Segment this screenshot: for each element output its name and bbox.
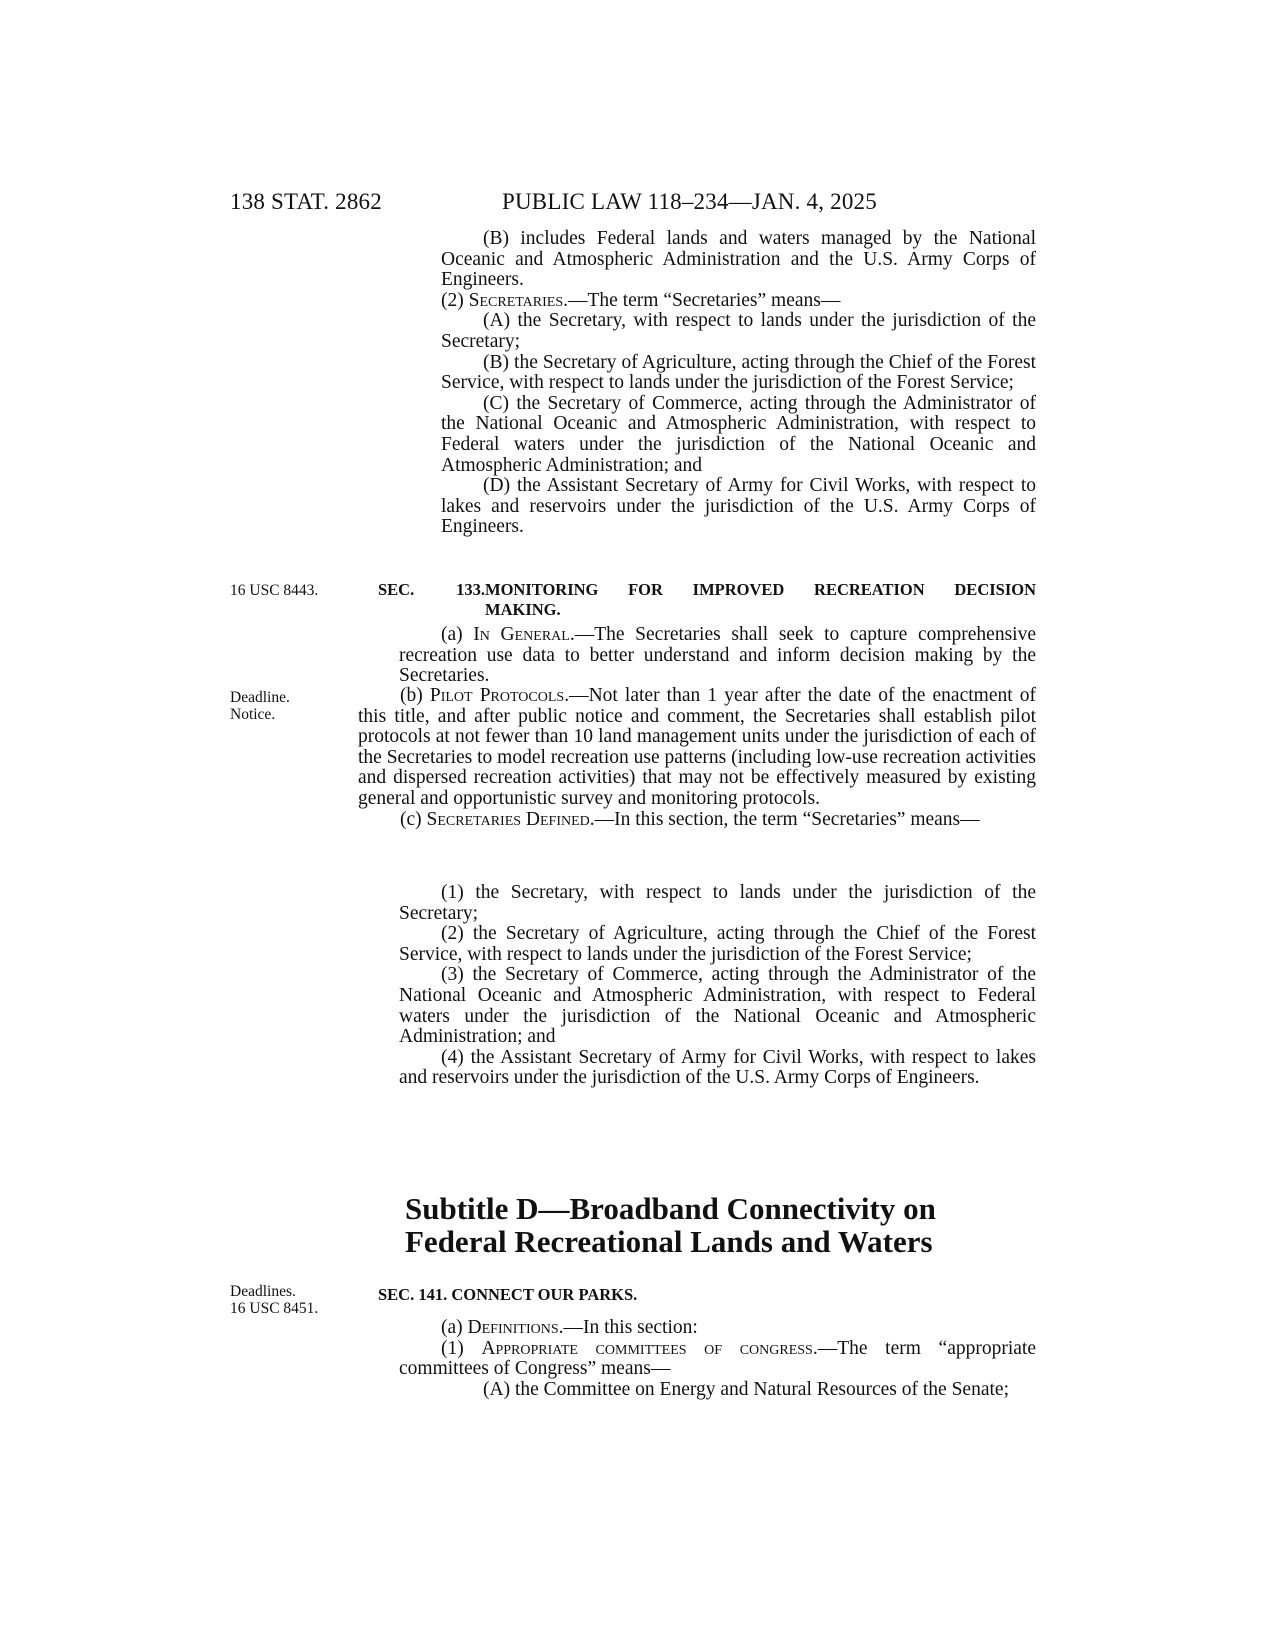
margin-note-deadlines-16-usc-8451: Deadlines. 16 USC 8451. [230, 1283, 319, 1317]
subtitle-d-heading [405, 1192, 1045, 1258]
paragraph-2c: (C) the Secretary of Commerce, acting through the Administrator of the National Oceanic and Atmospheric Administration, with respect to Federal waters under the jurisdiction of the National Oceanic and Atmospheric Administration; and [441, 392, 1036, 476]
section-133-number: SEC. 133. [378, 580, 485, 599]
margin-note-16-usc-8443: 16 USC 8443. [230, 582, 319, 599]
section-133-title-line2: MAKING. [485, 600, 561, 619]
section-133-b: (b) Pilot Protocols.—Not later than 1 year after the date of the enactment of this title, and after public notice and comment, the Secretaries shall establish pilot protocols at not fewer than 10 land management units under the jurisdiction of each of the Secretaries to model recreation use patterns (including low-use recreation activities and dispersed recreation activities) that may not be effectively measured by existing general and opportunistic survey and monitoring protocols. [358, 685, 1036, 809]
section-133-c1: (1) the Secretary, with respect to lands under the jurisdiction of the Secretary; [399, 882, 1036, 924]
section-141-a: (a) Definitions.—In this section: [441, 1317, 698, 1338]
subtitle-d-line1: Subtitle D—Broadband Connectivity on [405, 1191, 936, 1226]
paragraph-2a: (A) the Secretary, with respect to lands under the jurisdiction of the Secretary; [441, 310, 1036, 352]
paragraph-2b: (B) the Secretary of Agriculture, acting through the Chief of the Forest Service, with respect to lands under the jurisdiction of the Forest Service; [441, 351, 1036, 394]
section-133-c-list [399, 883, 1036, 1089]
section-133-heading [378, 580, 1036, 620]
section-133-b-c-block [358, 686, 1036, 830]
paragraph-1b-continuation: (B) includes Federal lands and waters managed by the National Oceanic and Atmospheric Administration and the U.S. Army Corps of Engineers. [441, 228, 1036, 291]
section-133-title-line1: MONITORING FOR IMPROVED RECREATION DECISION [485, 580, 1036, 599]
section-141-heading: SEC. 141. CONNECT OUR PARKS. [378, 1285, 638, 1304]
subtitle-d-line2: Federal Recreational Lands and Waters [405, 1224, 933, 1259]
section-133-c2: (2) the Secretary of Agriculture, acting through the Chief of the Forest Service, with respect to lands under the jurisdiction of the Forest Service; [399, 923, 1036, 965]
section-141-a1: (1) Appropriate committees of congress.—The term “appropriate committees of Congress” means— [399, 1337, 1036, 1380]
section-133-a: (a) In General.—The Secretaries shall seek to capture comprehensive recreation use data to better understand and inform decision making by the Secretaries. [399, 624, 1036, 687]
top-continuation-block [441, 229, 1036, 538]
section-141-a1a: (A) the Committee on Energy and Natural Resources of the Senate; [483, 1379, 1009, 1400]
page-running-title: PUBLIC LAW 118–234—JAN. 4, 2025 [502, 189, 877, 214]
term-secretaries: Secretaries [468, 289, 564, 311]
page-stat-citation: 138 STAT. 2862 [230, 189, 382, 214]
paragraph-2d: (D) the Assistant Secretary of Army for Civil Works, with respect to lakes and reservoirs under the jurisdiction of the U.S. Army Corps of Engineers. [441, 475, 1036, 538]
section-141-a-block [399, 1318, 1036, 1380]
section-133-c4: (4) the Assistant Secretary of Army for Civil Works, with respect to lakes and reservoirs under the jurisdiction of the U.S. Army Corps of Engineers. [399, 1046, 1036, 1089]
section-133-c3: (3) the Secretary of Commerce, acting through the Administrator of the National Oceanic and Atmospheric Administration, with respect to Federal waters under the jurisdiction of the National Oceanic and Atmospheric Administration; and [399, 964, 1036, 1048]
margin-note-deadline-notice: Deadline. Notice. [230, 689, 290, 723]
section-133-c: (c) Secretaries Defined.—In this section, the term “Secretaries” means— [400, 808, 980, 830]
section-133-a-block [399, 625, 1036, 687]
section-141-a1-list [441, 1380, 1036, 1401]
paragraph-2-secretaries: (2) Secretaries.—The term “Secretaries” means— [441, 289, 841, 311]
